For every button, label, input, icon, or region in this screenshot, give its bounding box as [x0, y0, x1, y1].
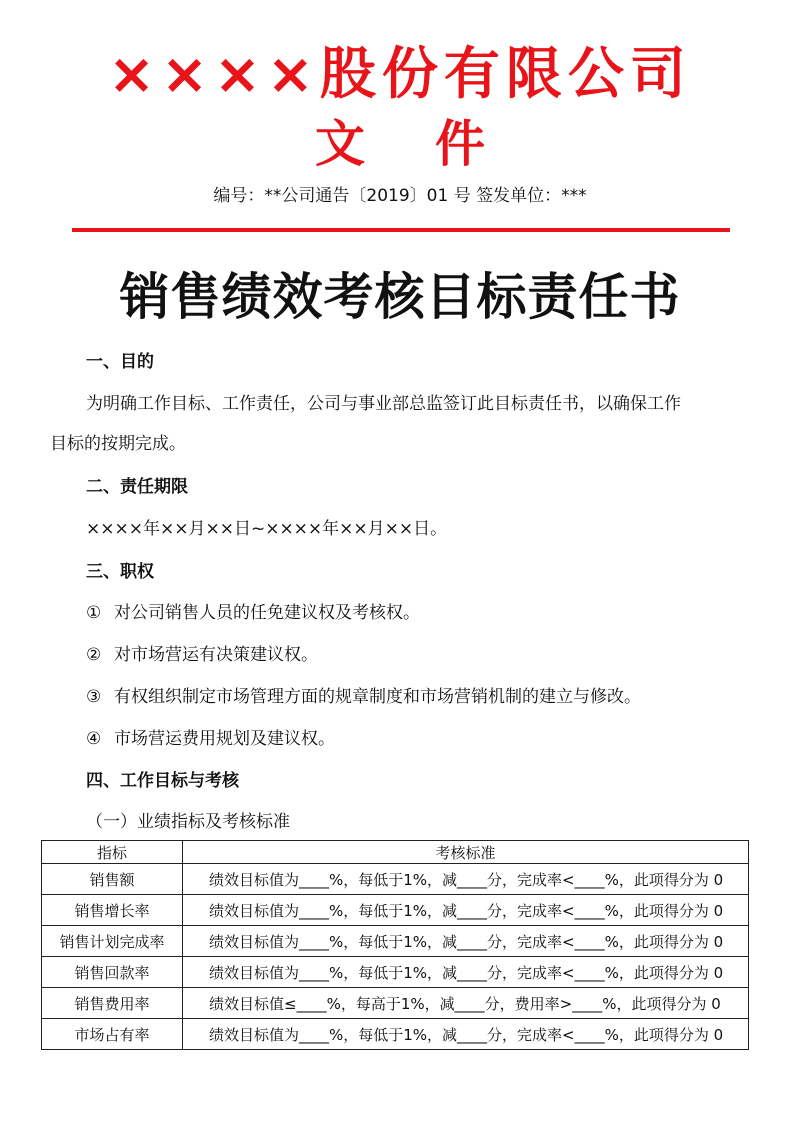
section-term-text: ××××年××月××日~××××年××月××日。	[86, 519, 448, 539]
standard-cell: 绩效目标值为____%，每低于1%，减____分，完成率<____%，此项得分为 0	[183, 957, 749, 988]
document-title: 销售绩效考核目标责任书	[119, 268, 681, 326]
table-row	[42, 926, 749, 957]
company-name: ××××股份有限公司	[108, 42, 692, 107]
table-row	[42, 988, 749, 1019]
table-header-row	[42, 841, 749, 864]
table-row	[42, 957, 749, 988]
indicator-cell: 销售计划完成率	[42, 926, 183, 957]
authority-item-text: 有权组织制定市场管理方面的规章制度和市场营销机制的建立与修改。	[114, 687, 641, 707]
document-meta	[0, 184, 800, 208]
indicator-cell: 销售回款率	[42, 957, 183, 988]
kpi-table	[41, 840, 749, 1050]
section-goals-heading: 四、工作目标与考核	[86, 771, 239, 791]
section-term-heading: 二、责任期限	[86, 477, 188, 497]
red-divider	[72, 228, 730, 232]
indicator-cell: 市场占有率	[42, 1019, 183, 1050]
authority-item	[86, 601, 420, 625]
authority-item-text: 对公司销售人员的任免建议权及考核权。	[114, 603, 420, 623]
authority-item	[86, 727, 335, 751]
authority-item	[86, 643, 318, 667]
authority-item-text: 对市场营运有决策建议权。	[114, 645, 318, 665]
column-header-indicator: 指标	[42, 841, 183, 864]
standard-cell: 绩效目标值为____%，每低于1%，减____分，完成率<____%，此项得分为 0	[183, 926, 749, 957]
column-header-standard: 考核标准	[183, 841, 749, 864]
indicator-cell: 销售额	[42, 864, 183, 895]
table-row	[42, 1019, 749, 1050]
document-type-right: 件	[435, 115, 485, 173]
section-purpose-text-line1: 为明确工作目标、工作责任，公司与事业部总监签订此目标责任书，以确保工作	[86, 394, 681, 414]
document-number: 编号：**公司通告〔2019〕01 号	[213, 186, 471, 206]
section-authority-heading: 三、职权	[86, 562, 154, 582]
table-row	[42, 864, 749, 895]
authority-item	[86, 685, 641, 709]
section-purpose-heading: 一、目的	[86, 352, 154, 372]
authority-item-number: ④	[86, 729, 102, 749]
standard-cell: 绩效目标值为____%，每低于1%，减____分，完成率<____%，此项得分为 0	[183, 895, 749, 926]
authority-item-number: ①	[86, 603, 102, 623]
standard-cell: 绩效目标值≤____%，每高于1%，减____分，费用率>____%，此项得分为 0	[183, 988, 749, 1019]
document-type	[0, 112, 800, 176]
section-purpose-text-line2: 目标的按期完成。	[50, 434, 186, 454]
authority-item-number: ③	[86, 687, 102, 707]
section-goals-subheading: （一）业绩指标及考核标准	[86, 812, 290, 832]
standard-cell: 绩效目标值为____%，每低于1%，减____分，完成率<____%，此项得分为 0	[183, 864, 749, 895]
authority-item-number: ②	[86, 645, 102, 665]
standard-cell: 绩效目标值为____%，每低于1%，减____分，完成率<____%，此项得分为 0	[183, 1019, 749, 1050]
table-row	[42, 895, 749, 926]
authority-item-text: 市场营运费用规划及建议权。	[114, 729, 335, 749]
indicator-cell: 销售增长率	[42, 895, 183, 926]
issuing-unit: 签发单位：***	[476, 186, 587, 206]
document-type-left: 文	[315, 115, 365, 173]
indicator-cell: 销售费用率	[42, 988, 183, 1019]
